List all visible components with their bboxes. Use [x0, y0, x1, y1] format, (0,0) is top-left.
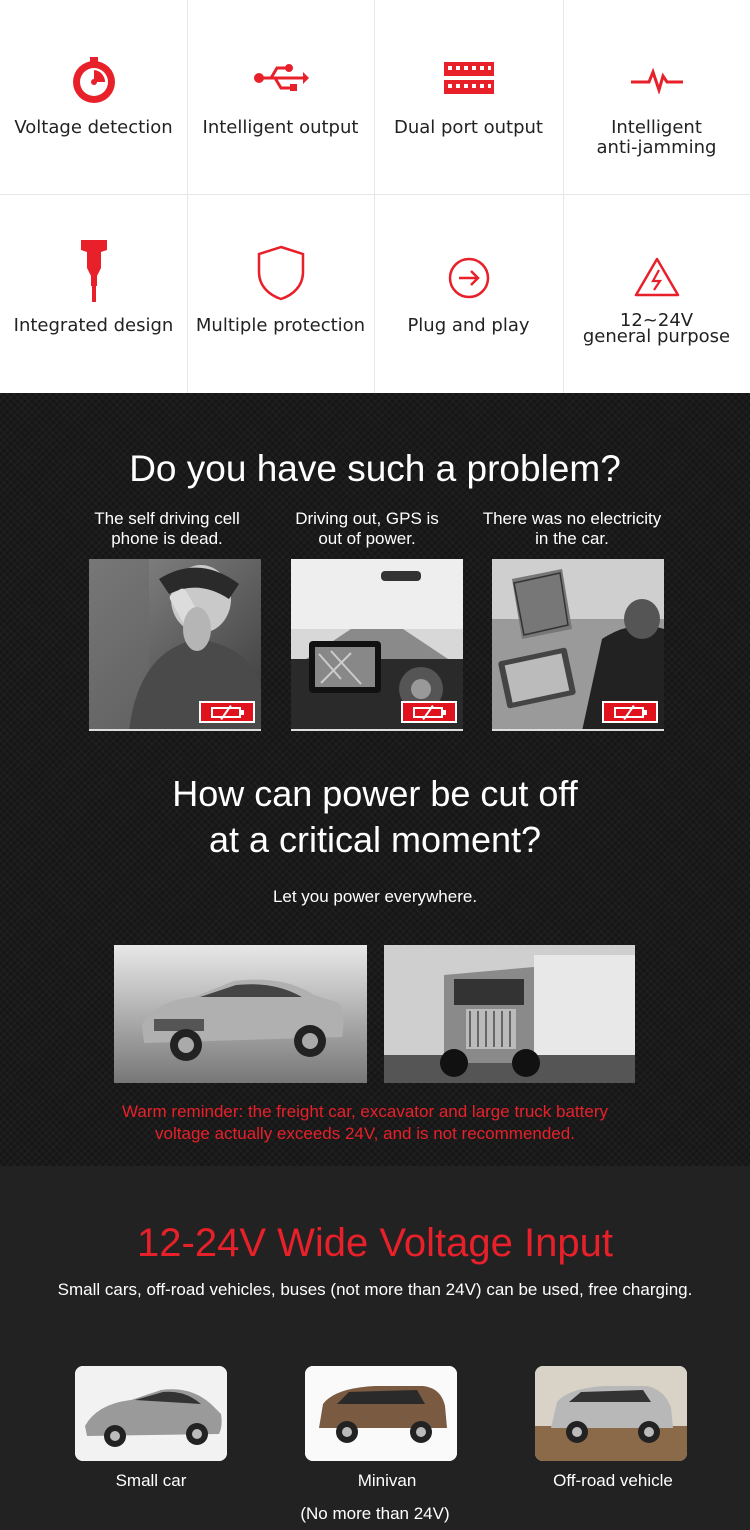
feature-label-line1: 12~24V	[619, 310, 694, 331]
dual-port-icon	[444, 62, 494, 94]
car-charger-icon	[77, 240, 111, 302]
feature-voltage-detection	[0, 0, 187, 194]
vehicle-label: Minivan	[357, 1471, 417, 1490]
problem-subtitle: Let you power everywhere.	[272, 887, 478, 906]
feature-label: Multiple protection	[195, 315, 366, 336]
empty-battery-icon	[401, 701, 457, 723]
stopwatch-icon	[69, 55, 119, 105]
gps-photo	[291, 559, 463, 731]
phone-dead-photo	[89, 559, 261, 731]
problem-caption	[277, 509, 457, 549]
pulse-icon	[631, 66, 683, 94]
feature-label: Integrated design	[13, 315, 174, 336]
feature-general-purpose	[563, 194, 750, 393]
feature-intelligent-output	[187, 0, 374, 194]
caption-line: Driving out, GPS is	[295, 509, 439, 528]
feature-multiple-protection	[187, 194, 374, 393]
feature-integrated-design	[0, 194, 187, 393]
feature-label: Voltage detection	[14, 117, 173, 138]
small-car-card	[75, 1366, 227, 1461]
caption-line: out of power.	[318, 529, 416, 548]
voltage-description: Small cars, off-road vehicles, buses (not more than 24V) can be used, free charging.	[57, 1280, 693, 1299]
vehicle-label: Small car	[115, 1471, 187, 1490]
empty-battery-icon	[602, 701, 658, 723]
problem-caption	[77, 509, 257, 549]
car-photo	[114, 945, 367, 1083]
offroad-card	[535, 1366, 687, 1461]
empty-battery-icon	[199, 701, 255, 723]
features-grid	[0, 0, 750, 393]
voltage-title: 12-24V Wide Voltage Input	[137, 1221, 613, 1265]
feature-label-line1: Intelligent	[611, 117, 702, 138]
feature-plug-and-play	[374, 194, 563, 393]
problem-title: Do you have such a problem?	[129, 448, 621, 489]
feature-label-line2: anti-jamming	[596, 137, 717, 158]
vehicle-label: Off-road vehicle	[553, 1471, 673, 1490]
caption-line: phone is dead.	[111, 529, 223, 548]
warning-line: voltage actually exceeds 24V, and is not recommended.	[155, 1124, 575, 1143]
feature-label: Intelligent output	[202, 117, 359, 138]
problem-section	[0, 393, 750, 1166]
truck-photo	[384, 945, 635, 1083]
feature-anti-jamming	[563, 0, 750, 194]
question-line2: at a critical moment?	[208, 819, 542, 860]
usb-icon	[253, 62, 309, 94]
question-line1: How can power be cut off	[172, 773, 578, 814]
shield-icon	[255, 244, 307, 302]
problem-caption	[482, 509, 662, 549]
caption-line: in the car.	[535, 529, 609, 548]
feature-label: Dual port output	[393, 117, 543, 138]
caption-line: The self driving cell	[94, 509, 240, 528]
no-power-photo	[492, 559, 664, 731]
voltage-note: (No more than 24V)	[300, 1504, 450, 1523]
minivan-card	[305, 1366, 457, 1461]
warm-reminder	[0, 1101, 730, 1145]
feature-label-line2: general purpose	[582, 326, 731, 347]
warning-bolt-icon	[633, 256, 681, 298]
warning-line: Warm reminder: the freight car, excavator and large truck battery	[122, 1102, 608, 1121]
voltage-section	[0, 1166, 750, 1530]
feature-dual-port-output	[374, 0, 563, 194]
caption-line: There was no electricity	[482, 509, 662, 528]
arrow-circle-icon	[447, 256, 491, 300]
feature-label: Plug and play	[407, 315, 530, 336]
